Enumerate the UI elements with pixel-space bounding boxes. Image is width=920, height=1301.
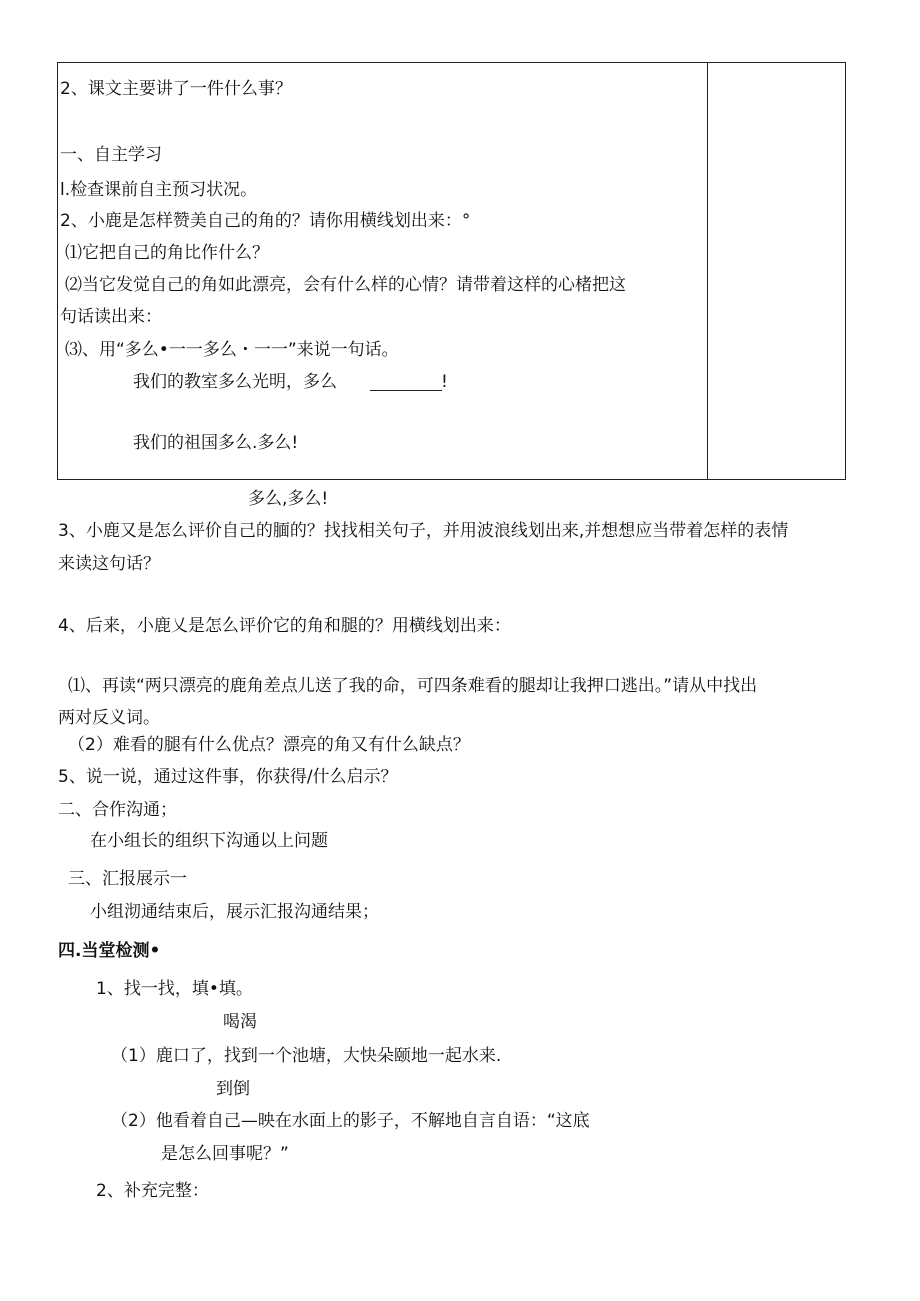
worksheet-table bbox=[57, 62, 846, 480]
question-3: 3、小鹿又是怎么评价自己的腼的？找找相关句子，并用波浪线划出来,并想想应当带着怎样的表情 bbox=[58, 521, 789, 541]
self-study-item-2-2: ⑵当它发觉自己的角如此漂亮，会有什么样的心情？请带着这样的心楮把这 bbox=[65, 275, 626, 295]
question-4-1: ⑴、再读“两只漂亮的鹿角差点儿送了我的命，可四条难看的腿却让我押口逃出。”请从中找出 bbox=[68, 676, 758, 696]
table-column-divider bbox=[707, 62, 708, 480]
test-sentence-2: （2）他看着自己—映在水面上的影子，不解地自言自语：“这底 bbox=[111, 1111, 590, 1131]
example-sentence-2: 我们的祖国多么.多么! bbox=[133, 433, 299, 453]
self-study-item-1: l.检查课前自主预习状况。 bbox=[60, 180, 258, 200]
test-item-1: 1、找一找，填•填。 bbox=[96, 979, 253, 999]
self-study-item-2-2-cont: 句话读出来： bbox=[60, 307, 162, 327]
section-2-title: 二、合作沟通； bbox=[58, 800, 177, 820]
test-hint-2: 到倒 bbox=[216, 1079, 250, 1099]
fill-blank-line bbox=[370, 390, 442, 391]
test-hint-1: 喝渴 bbox=[223, 1012, 257, 1032]
question-3-cont: 来读这句话？ bbox=[58, 554, 160, 574]
self-study-item-2-3: ⑶、用“多么•一一多么・一一”来说一句话。 bbox=[65, 340, 399, 360]
self-study-item-2-1: ⑴它把自己的角比作什么？ bbox=[65, 243, 269, 263]
question-5: 5、说一说，通过这件事，你获得/什么启示？ bbox=[58, 767, 398, 787]
question-4-1-cont: 两对反义词。 bbox=[58, 708, 160, 728]
example-sentence-1-end: ! bbox=[441, 372, 448, 392]
section-1-title: 一、自主学习 bbox=[60, 145, 162, 165]
example-sentence-1: 我们的教室多么光明，多么 bbox=[133, 372, 337, 392]
section-3-title: 三、汇报展示一 bbox=[68, 869, 187, 889]
section-4-title: 四.当堂检测• bbox=[58, 941, 161, 961]
question-4-2: （2）难看的腿有什么优点？漂亮的角又有什么缺点？ bbox=[68, 735, 470, 755]
section-3-text: 小组沏通结束后，展示汇报沟通结果； bbox=[90, 902, 379, 922]
test-sentence-2-cont: 是怎么回事呢？” bbox=[161, 1144, 289, 1164]
section-2-text: 在小组长的组织下沟通以上问题 bbox=[90, 831, 328, 851]
question-4: 4、后来，小鹿乂是怎么评价它的角和腿的？用横线划出来： bbox=[58, 616, 511, 636]
example-sentence-3: 多么,多么! bbox=[248, 489, 329, 509]
self-study-item-2: 2、小鹿是怎样赞美自己的角的？请你用横线划出来：° bbox=[60, 211, 471, 231]
test-item-2: 2、补充完整： bbox=[96, 1181, 209, 1201]
question-2-main-event: 2、课文主要讲了一件什么事？ bbox=[60, 79, 292, 99]
test-sentence-1: （1）鹿口了，找到一个池塘，大快朵颐地一起水来. bbox=[111, 1046, 502, 1066]
